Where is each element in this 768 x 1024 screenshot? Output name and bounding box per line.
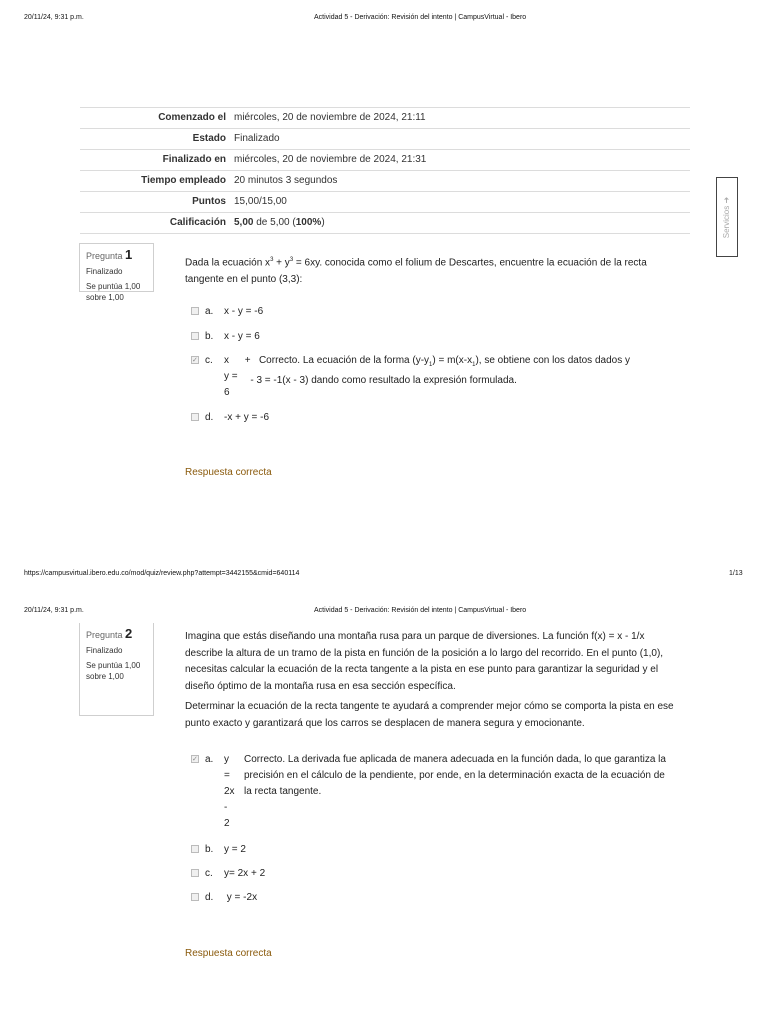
question-state: Finalizado <box>86 646 123 655</box>
question-info-box <box>79 623 154 716</box>
option-feedback: Correcto. La derivada fue aplicada de manera adecuada en la función dada, lo que garantiza la precisión en el cálculo de la pendiente, por ende, en la determinación exacta de la ecuación de la recta tangente. <box>244 754 666 797</box>
summary-value: 15,00/15,00 <box>230 192 690 213</box>
services-button[interactable] <box>716 177 738 257</box>
answer-option[interactable] <box>191 842 246 858</box>
grade-percent: 100% <box>295 217 322 228</box>
grade-mid: de 5,00 ( <box>253 217 296 228</box>
exponent: 3 <box>270 257 274 263</box>
option-letter: a. <box>205 306 214 317</box>
answer-line: = <box>224 770 230 781</box>
feedback-correct: Respuesta correcta <box>185 948 272 959</box>
page-header-date: 20/11/24, 9:31 p.m. <box>24 14 84 21</box>
question-label: Pregunta <box>86 630 123 640</box>
question-paragraph: Imagina que estás diseñando una montaña rusa para un parque de diversiones. La función f(x) = x - 1/x describe la altura de un tramo de la pista en función de la posición a lo largo del recorrido. En el punto (1,0), necesitas calcular la ecuación de la recta tangente a la pista en ese punto para garantizar la seguridad y el diseño óptimo de la montaña rusa en esa sección específica. <box>185 631 664 692</box>
summary-key: Calificación <box>80 213 230 234</box>
option-letter: c. <box>205 868 213 879</box>
option-letter: c. <box>205 355 213 366</box>
feedback-correct: Respuesta correcta <box>185 467 272 478</box>
option-answer: x y = 6 <box>224 355 238 398</box>
question-state: Finalizado <box>86 267 123 276</box>
option-checkbox[interactable] <box>191 893 199 901</box>
option-letter: b. <box>205 331 214 342</box>
question-info-box <box>79 243 154 302</box>
summary-row <box>80 129 690 150</box>
question-text-part: + y <box>273 257 290 269</box>
answer-line: - <box>224 802 228 813</box>
option-text: x - y = -6 <box>224 306 264 317</box>
services-label <box>723 196 732 237</box>
answer-option[interactable] <box>191 410 269 426</box>
option-text: y= 2x + 2 <box>224 868 266 879</box>
answer-option[interactable] <box>191 866 265 882</box>
question-text-part: = 6xy. conocida como el folium de Descartes, encuentre la ecuación de la recta tangente en el punto (3,3): <box>185 257 647 285</box>
option-letter: d. <box>205 412 214 423</box>
question-number-value: 1 <box>125 247 133 262</box>
attempt-summary-table <box>80 107 690 234</box>
answer-option[interactable] <box>191 329 260 345</box>
question-text <box>185 252 675 288</box>
feedback-part: Correcto. La ecuación de la forma (y-y <box>258 355 430 366</box>
feedback-line: - 3 = -1(x - 3) dando como resultado la expresión formulada. <box>250 375 517 386</box>
answer-line: 2x <box>224 786 235 797</box>
page-footer-url: https://campusvirtual.ibero.edu.co/mod/quiz/review.php?attempt=3442155&cmid=640114 <box>24 570 300 577</box>
option-text: y = -2x <box>224 892 258 903</box>
subscript: 1 <box>429 362 433 368</box>
option-letter: d. <box>205 892 214 903</box>
summary-value: Finalizado <box>230 129 690 150</box>
answer-line: 2 <box>224 818 230 829</box>
services-text: Servicios <box>722 205 732 238</box>
summary-key: Comenzado el <box>80 108 230 129</box>
option-checkbox[interactable] <box>191 332 199 340</box>
option-letter: a. <box>205 754 214 765</box>
feedback-part: ), se obtiene con los datos dados y <box>475 355 630 366</box>
summary-row <box>80 192 690 213</box>
option-checkbox[interactable] <box>191 307 199 315</box>
arrow-right-icon: ➜ <box>722 196 732 204</box>
answer-line: y <box>224 754 229 765</box>
summary-key: Estado <box>80 129 230 150</box>
summary-row <box>80 213 690 234</box>
option-text: -x + y = -6 <box>224 412 270 423</box>
question-number <box>86 249 147 262</box>
answer-option[interactable] <box>191 890 257 906</box>
option-text: x - y = 6 <box>224 331 260 342</box>
option-checkbox[interactable] <box>191 413 199 421</box>
exponent: 3 <box>289 257 294 263</box>
summary-key: Puntos <box>80 192 230 213</box>
summary-row <box>80 171 690 192</box>
subscript: 1 <box>472 362 476 368</box>
question-number-value: 2 <box>125 626 133 641</box>
option-text: y = 2 <box>224 844 246 855</box>
summary-value <box>230 213 690 234</box>
option-feedback: + Correcto. La ecuación de la forma $(y-y_1) = m(x-x_1)$, se obtiene con los datos dados y - 3 = -1(x - 3) dando como resultado la expresión formulada. <box>242 355 630 386</box>
summary-key: Tiempo empleado <box>80 171 230 192</box>
answer-option[interactable] <box>191 304 263 320</box>
option-checkbox[interactable] <box>191 869 199 877</box>
page-header-title: Actividad 5 - Derivación: Revisión del intento | CampusVirtual - Ibero <box>314 607 527 614</box>
option-checkbox-checked[interactable] <box>191 755 199 763</box>
question-text <box>185 629 675 732</box>
feedback-part: ) = m(x-x <box>432 355 473 366</box>
page-number: 1/13 <box>729 570 743 577</box>
option-checkbox[interactable] <box>191 845 199 853</box>
page-header-date: 20/11/24, 9:31 p.m. <box>24 607 84 614</box>
question-text-part: Dada la ecuación x <box>185 257 271 269</box>
summary-row <box>80 150 690 171</box>
answer-option-selected[interactable] <box>191 752 671 832</box>
summary-value: 20 minutos 3 segundos <box>230 171 690 192</box>
question-number <box>86 628 147 641</box>
summary-key: Finalizado en <box>80 150 230 171</box>
grade-value: 5,00 <box>234 217 254 228</box>
option-checkbox-checked[interactable] <box>191 356 199 364</box>
question-score: Se puntúa 1,00 sobre 1,00 <box>86 661 141 681</box>
question-score: Se puntúa 1,00 sobre 1,00 <box>86 282 141 302</box>
summary-value: miércoles, 20 de noviembre de 2024, 21:11 <box>230 108 690 129</box>
summary-row <box>80 108 690 129</box>
option-letter: b. <box>205 844 214 855</box>
question-label: Pregunta <box>86 251 123 261</box>
summary-value: miércoles, 20 de noviembre de 2024, 21:31 <box>230 150 690 171</box>
question-paragraph: Determinar la ecuación de la recta tangente te ayudará a comprender mejor cómo se comporta la pista en ese punto exacto y garantizará que los carros se desplacen de manera segura y emocionante. <box>185 701 674 729</box>
answer-option-selected[interactable] <box>191 353 681 401</box>
page-header-title: Actividad 5 - Derivación: Revisión del intento | CampusVirtual - Ibero <box>314 14 527 21</box>
option-answer <box>224 752 242 832</box>
grade-end: ) <box>321 217 325 228</box>
